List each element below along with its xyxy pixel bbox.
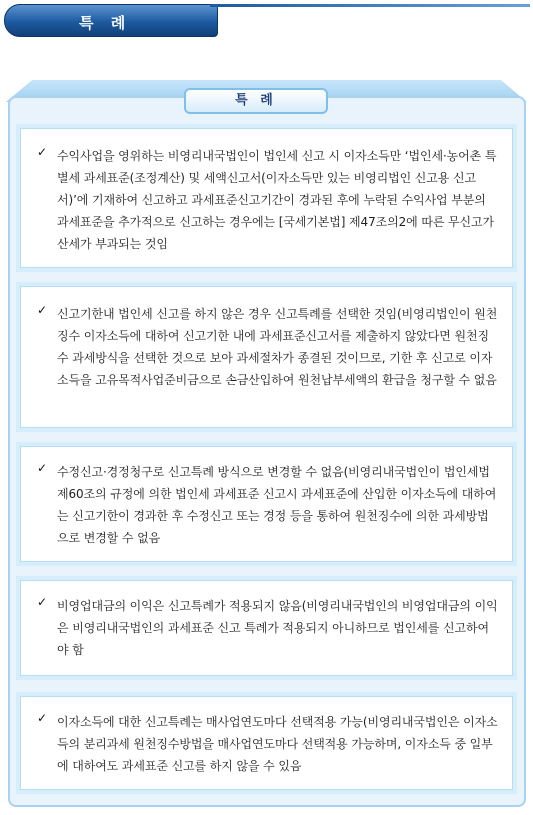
header-title: 특 례: [79, 14, 132, 32]
check-icon: ✓: [37, 461, 48, 475]
list-item: [20, 580, 513, 676]
check-icon: ✓: [37, 145, 48, 159]
header-tab: [4, 4, 218, 37]
check-icon: ✓: [37, 711, 48, 725]
list-item-text: 수익사업을 영위하는 비영리내국법인이 법인세 신고 시 이자소득만 ‘법인세·농어촌 특별세 과세표준(조정계산) 및 세액신고서(이자소득만 있는 비영리법인 신고용 신고서)’에 기재하여 신고하고 과세표준신고기간이 경과된 후에 누락된 수익사업 부분의 과세표준을 추가적으로 신고하는 경우에는 [국세기본법] 제47조의2에 따른 무신고가산세가 부과되는 것임: [57, 149, 497, 251]
list-item-text: 비영업대금의 이익은 신고특례가 적용되지 않음(비영리내국법인의 비영업대금의 이익은 비영리내국법인의 과세표준 신고 특례가 적용되지 아니하므로 법인세를 신고하여야 함: [57, 599, 498, 657]
panel-title: 특 례: [184, 88, 328, 114]
header-rule: [210, 4, 530, 7]
list-item-text: 이자소득에 대한 신고특례는 매사업연도마다 선택적용 가능(비영리내국법인은 이자소득의 분리과세 원천징수방법을 매사업연도마다 선택적용 가능하며, 이자소득 중 일부에 대하여도 과세표준 신고를 하지 않을 수 있음: [57, 715, 498, 773]
list-item: [20, 696, 513, 790]
list-item-text: 수정신고·경정청구로 신고특례 방식으로 변경할 수 없음(비영리내국법인이 법인세법 제60조의 규정에 의한 법인세 과세표준 신고시 과세표준에 산입한 이자소득에 대하여는 신고기한이 경과한 후 수정신고 또는 경정 등을 통하여 원천징수에 의한 과세방법으로 변경할 수 없음: [57, 465, 497, 545]
list-item: [20, 128, 513, 268]
check-icon: ✓: [37, 595, 48, 609]
check-icon: ✓: [37, 303, 48, 317]
list-item: [20, 286, 513, 428]
list-item: [20, 446, 513, 562]
list-item-text: 신고기한내 법인세 신고를 하지 않은 경우 신고특례를 선택한 것임(비영리법인이 원천징수 이자소득에 대하여 신고기한 내에 과세표준신고서를 제출하지 않았다면 원천징수 과세방식을 선택한 것으로 보아 과세절차가 종결된 것이므로, 기한 후 신고로 이자소득을 고유목적사업준비금으로 손금산입하여 원천납부세액의 환급을 청구할 수 없음: [57, 307, 498, 387]
